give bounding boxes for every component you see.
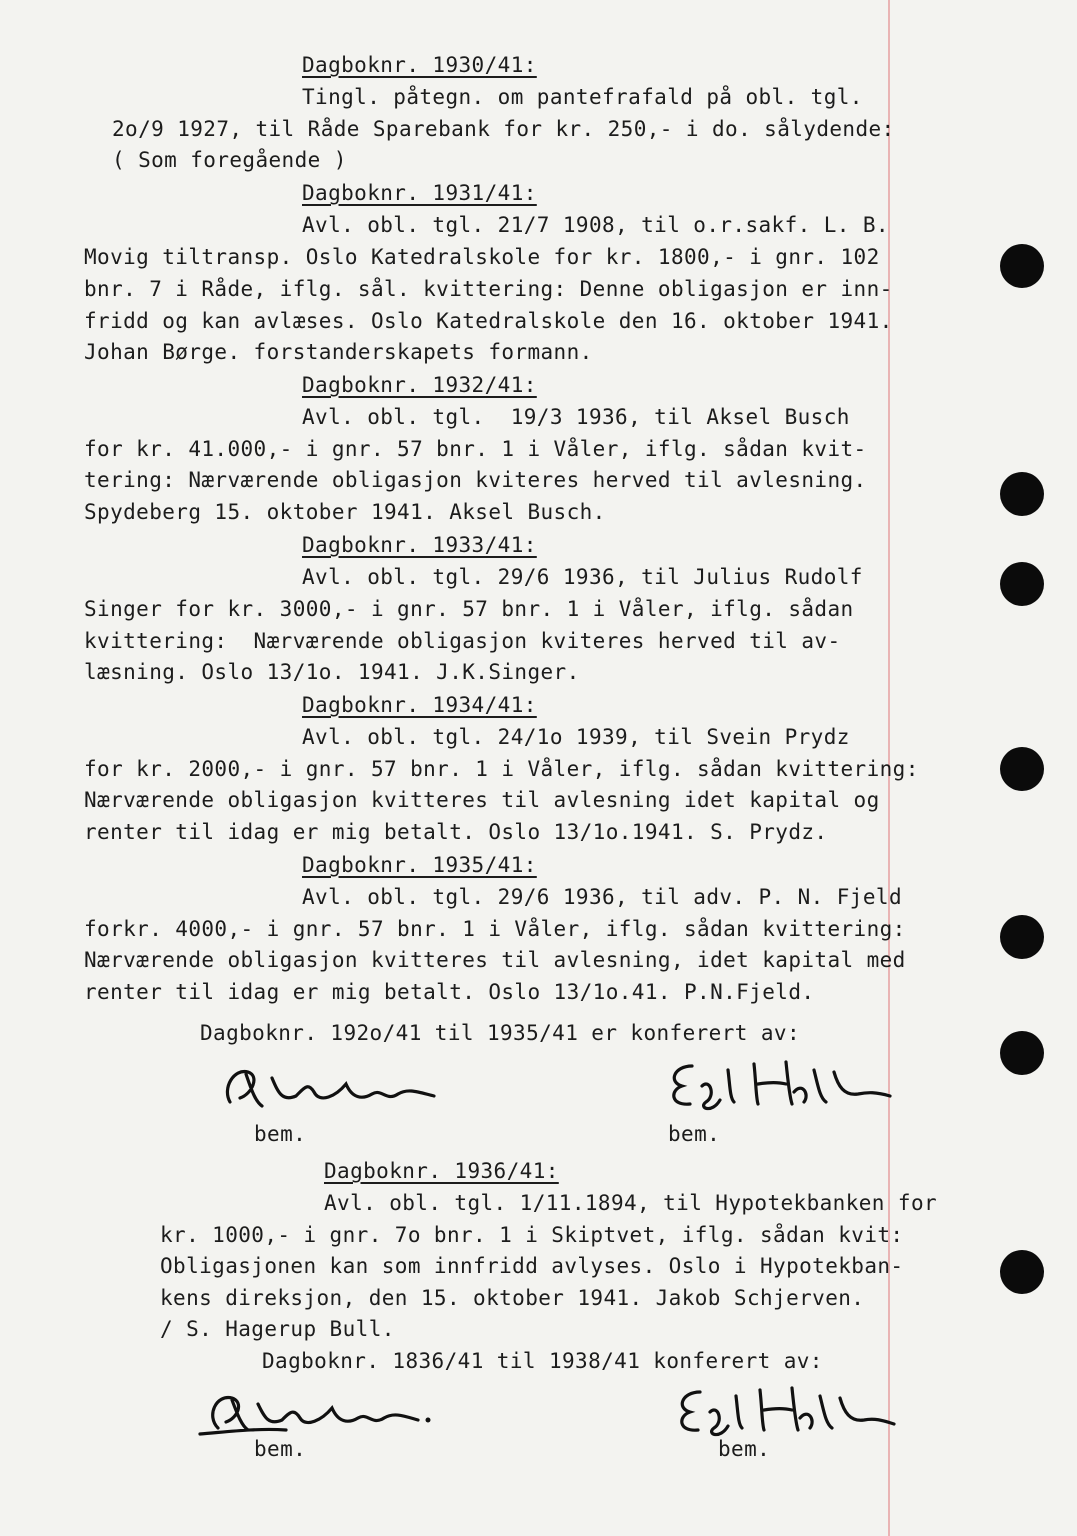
conferred-statement: Dagboknr. 1836/41 til 1938/41 konferert av: [262, 1349, 823, 1373]
signature-left [212, 1058, 442, 1122]
entry-line: kvittering: Nærværende obligasjon kviteres herved til av- [84, 629, 841, 653]
entry-line: Avl. obl. tgl. 19/3 1936, til Aksel Busch [302, 405, 850, 429]
entry-heading: Dagboknr. 1936/41: [324, 1159, 559, 1183]
punch-hole [1000, 747, 1044, 791]
punch-hole [1000, 1031, 1044, 1075]
entry-heading: Dagboknr. 1935/41: [302, 853, 537, 877]
signature-right [662, 1052, 902, 1116]
entry-line: Singer for kr. 3000,- i gnr. 57 bnr. 1 i Våler, iflg. sådan [84, 597, 854, 621]
signature-left [196, 1384, 436, 1444]
entry-heading: Dagboknr. 1933/41: [302, 533, 537, 557]
entry-heading: Dagboknr. 1930/41: [302, 53, 537, 77]
entry-line: ( Som foregående ) [112, 148, 347, 172]
entry-line: Avl. obl. tgl. 29/6 1936, til Julius Rudolf [302, 565, 863, 589]
entry-line: Avl. obl. tgl. 21/7 1908, til o.r.sakf. L. B. [302, 213, 889, 237]
entry-line: Nærværende obligasjon kvitteres til avlesning, idet kapital med [84, 948, 906, 972]
entry-line: 2o/9 1927, til Råde Sparebank for kr. 250,- i do. sålydende: [112, 117, 895, 141]
punch-hole [1000, 472, 1044, 516]
signature-right [670, 1380, 910, 1440]
signature-label-right: bem. [718, 1437, 771, 1461]
entry-line: Johan Børge. forstanderskapets formann. [84, 340, 593, 364]
punch-hole [1000, 244, 1044, 288]
signature-label-left: bem. [254, 1437, 307, 1461]
entry-line: Tingl. påtegn. om pantefrafald på obl. tgl. [302, 85, 863, 109]
entry-line: tering: Nærværende obligasjon kviteres herved til avlesning. [84, 468, 867, 492]
punch-hole [1000, 562, 1044, 606]
signature-label-right: bem. [668, 1122, 721, 1146]
entry-line: fridd og kan avlæses. Oslo Katedralskole den 16. oktober 1941. [84, 309, 893, 333]
entry-line: / S. Hagerup Bull. [160, 1317, 395, 1341]
entry-line: kr. 1000,- i gnr. 7o bnr. 1 i Skiptvet, iflg. sådan kvit: [160, 1223, 904, 1247]
entry-heading: Dagboknr. 1932/41: [302, 373, 537, 397]
entry-line: bnr. 7 i Råde, iflg. sål. kvittering: Denne obligasjon er inn- [84, 277, 893, 301]
entry-line: for kr. 41.000,- i gnr. 57 bnr. 1 i Våler, iflg. sådan kvit- [84, 437, 867, 461]
entry-line: Avl. obl. tgl. 1/11.1894, til Hypotekbanken for [324, 1191, 938, 1215]
punch-hole [1000, 915, 1044, 959]
entry-heading: Dagboknr. 1931/41: [302, 181, 537, 205]
entry-line: renter til idag er mig betalt. Oslo 13/1o.1941. S. Prydz. [84, 820, 828, 844]
entry-line: Avl. obl. tgl. 29/6 1936, til adv. P. N. Fjeld [302, 885, 902, 909]
conferred-statement: Dagboknr. 192o/41 til 1935/41 er konferert av: [200, 1021, 800, 1045]
entry-line: Nærværende obligasjon kvitteres til avlesning idet kapital og [84, 788, 880, 812]
entry-line: forkr. 4000,- i gnr. 57 bnr. 1 i Våler, iflg. sådan kvittering: [84, 917, 906, 941]
entry-line: Movig tiltransp. Oslo Katedralskole for kr. 1800,- i gnr. 102 [84, 245, 880, 269]
entry-line: kens direksjon, den 15. oktober 1941. Jakob Schjerven. [160, 1286, 865, 1310]
entry-line: for kr. 2000,- i gnr. 57 bnr. 1 i Våler, iflg. sådan kvittering: [84, 757, 919, 781]
entry-line: læsning. Oslo 13/1o. 1941. J.K.Singer. [84, 660, 580, 684]
signature-label-left: bem. [254, 1122, 307, 1146]
entry-line: Avl. obl. tgl. 24/1o 1939, til Svein Prydz [302, 725, 850, 749]
entry-line: Spydeberg 15. oktober 1941. Aksel Busch. [84, 500, 606, 524]
entry-line: renter til idag er mig betalt. Oslo 13/1o.41. P.N.Fjeld. [84, 980, 815, 1004]
entry-line: Obligasjonen kan som innfridd avlyses. Oslo i Hypotekban- [160, 1254, 904, 1278]
punch-hole [1000, 1250, 1044, 1294]
entry-heading: Dagboknr. 1934/41: [302, 693, 537, 717]
